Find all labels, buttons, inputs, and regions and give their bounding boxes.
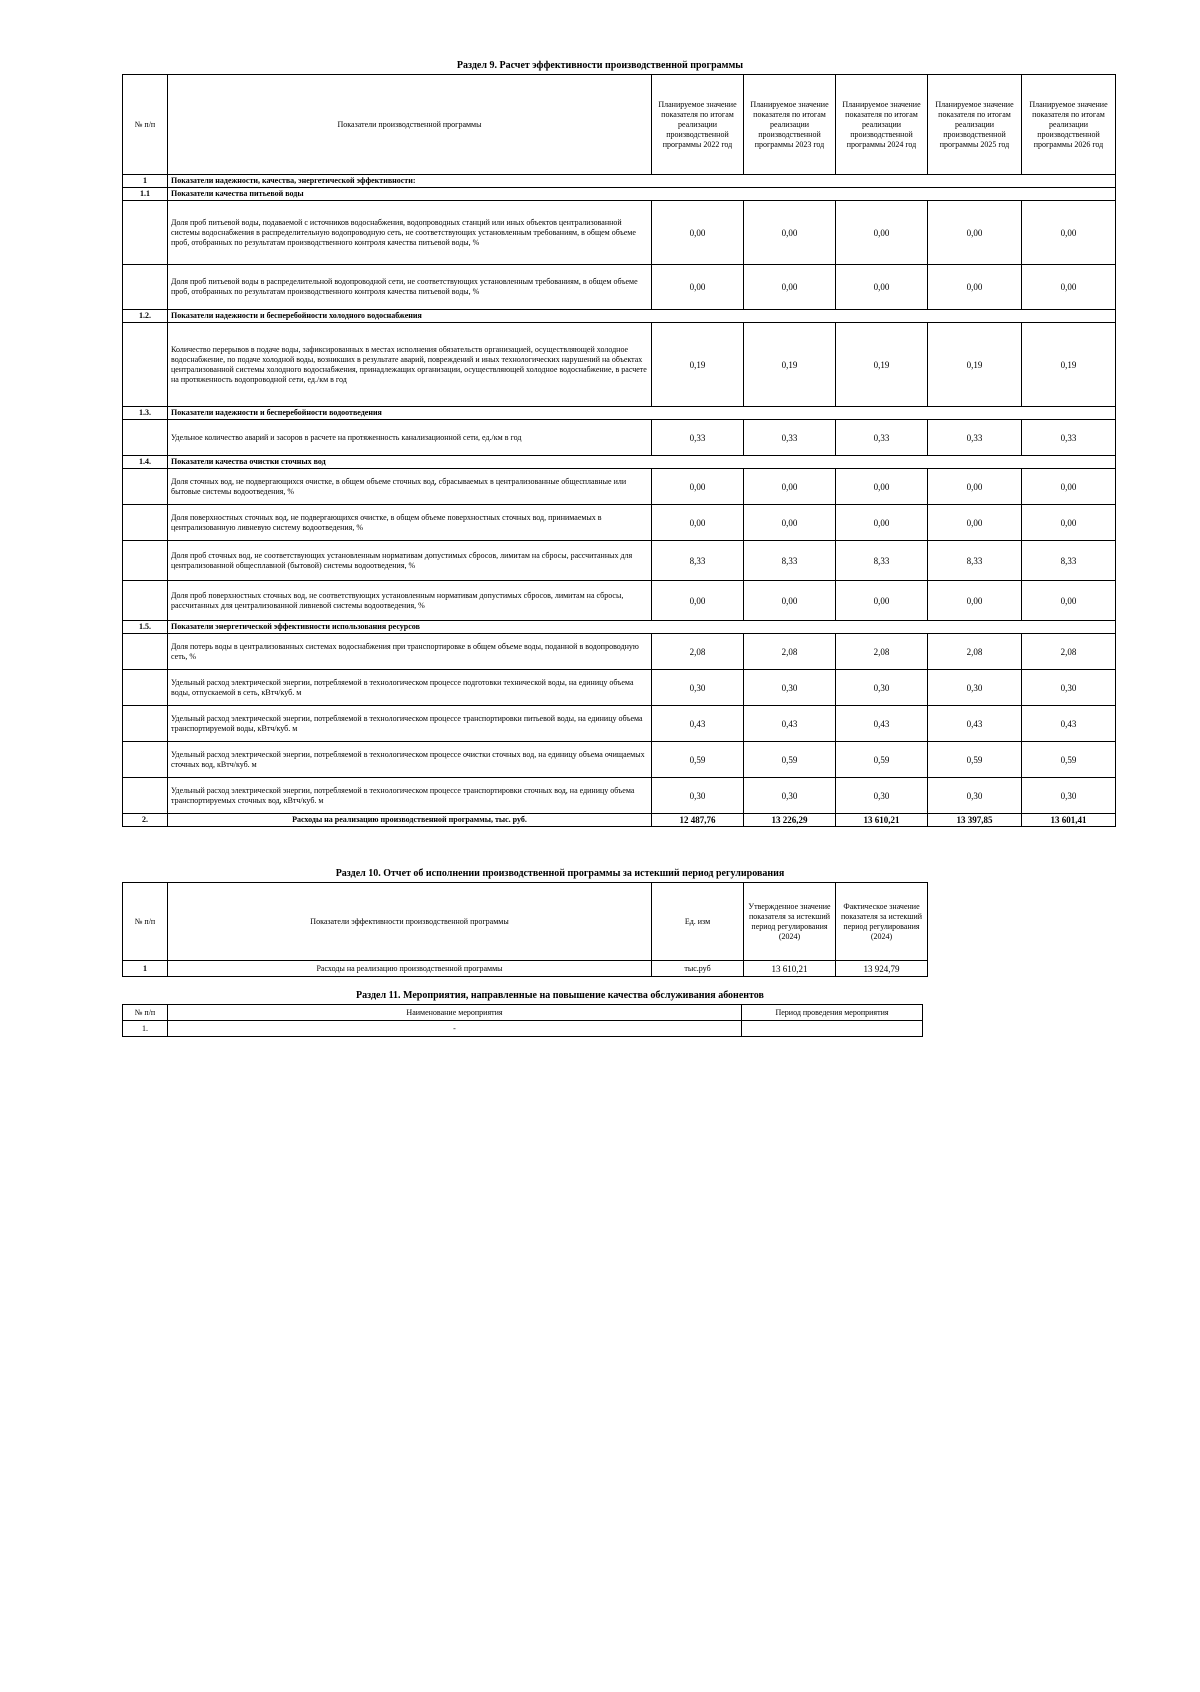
row-measure: - — [168, 1021, 742, 1037]
col-header-indicator: Показатели эффективности производственной программы — [168, 883, 652, 961]
row-value-2023: 0,19 — [744, 323, 836, 407]
efficiency-table — [122, 74, 1116, 827]
row-value-2025: 0,33 — [928, 420, 1022, 456]
row-value-2024: 0,00 — [836, 469, 928, 505]
row-indicator: Показатели качества питьевой воды — [168, 188, 1116, 201]
group-row — [123, 175, 1116, 188]
row-indicator: Удельный расход электрической энергии, потребляемой в технологическом процессе транспортировки питьевой воды, на единицу объема транспортируемой воды, кВтч/куб. м — [168, 706, 652, 742]
section9-title: Раздел 9. Расчет эффективности производственной программы — [456, 60, 744, 71]
row-indicator: Показатели надежности и бесперебойности холодного водоснабжения — [168, 310, 1116, 323]
table-row — [123, 505, 1116, 541]
row-value-2023: 0,59 — [744, 742, 836, 778]
row-num — [123, 742, 168, 778]
row-value-2025: 0,00 — [928, 265, 1022, 310]
row-indicator: Доля проб питьевой воды, подаваемой с источников водоснабжения, водопроводных станций или иных объектов централизованной системы водоснабжения в распределительную водопроводную сеть, не соответствующих установленным требованиям, в общем объеме проб, отобранных по результатам производственного контроля качества питьевой воды, % — [168, 201, 652, 265]
row-value-2024: 8,33 — [836, 541, 928, 581]
row-num: 1.2. — [123, 310, 168, 323]
row-value-2022: 12 487,76 — [652, 814, 744, 827]
row-num — [123, 420, 168, 456]
row-value-2024: 0,30 — [836, 670, 928, 706]
row-num — [123, 706, 168, 742]
report-table — [122, 882, 928, 977]
col-header-approved: Утвержденное значение показателя за истекший период регулирования (2024) — [744, 883, 836, 961]
row-num: 1.5. — [123, 621, 168, 634]
row-value-2025: 0,00 — [928, 581, 1022, 621]
row-value-2022: 0,00 — [652, 581, 744, 621]
section10-title: Раздел 10. Отчет об исполнении производственной программы за истекший период регулирования — [335, 868, 785, 879]
col-header-num: № п/п — [123, 883, 168, 961]
row-indicator: Расходы на реализацию производственной программы — [168, 961, 652, 977]
row-value-2023: 0,30 — [744, 778, 836, 814]
table-row — [123, 469, 1116, 505]
row-indicator: Удельный расход электрической энергии, потребляемой в технологическом процессе транспортировки сточных вод, на единицу объема транспортируемых сточных вод, кВтч/куб. м — [168, 778, 652, 814]
row-indicator: Показатели качества очистки сточных вод — [168, 456, 1116, 469]
row-num: 1. — [123, 1021, 168, 1037]
row-value-2024: 0,30 — [836, 778, 928, 814]
row-indicator: Расходы на реализацию производственной программы, тыс. руб. — [168, 814, 652, 827]
row-value-2022: 0,00 — [652, 505, 744, 541]
row-value-2022: 0,00 — [652, 469, 744, 505]
row-value-2024: 0,00 — [836, 201, 928, 265]
row-value-2026: 0,00 — [1022, 505, 1116, 541]
row-value-2026: 0,00 — [1022, 581, 1116, 621]
row-actual: 13 924,79 — [836, 961, 928, 977]
row-value-2022: 0,00 — [652, 265, 744, 310]
row-period — [742, 1021, 923, 1037]
row-num: 1 — [123, 961, 168, 977]
row-indicator: Удельное количество аварий и засоров в расчете на протяженность канализационной сети, ед./км в год — [168, 420, 652, 456]
row-indicator: Удельный расход электрической энергии, потребляемой в технологическом процессе подготовки технической воды, на единицу объема воды, отпускаемой в сеть, кВтч/куб. м — [168, 670, 652, 706]
row-value-2023: 2,08 — [744, 634, 836, 670]
table-row — [123, 581, 1116, 621]
row-value-2025: 0,59 — [928, 742, 1022, 778]
row-value-2026: 0,00 — [1022, 265, 1116, 310]
row-num — [123, 323, 168, 407]
col-header-2025: Планируемое значение показателя по итогам реализации производственной программы 2025 год — [928, 75, 1022, 175]
row-value-2023: 0,33 — [744, 420, 836, 456]
row-value-2023: 0,00 — [744, 265, 836, 310]
row-num — [123, 505, 168, 541]
row-value-2026: 0,19 — [1022, 323, 1116, 407]
row-value-2022: 0,59 — [652, 742, 744, 778]
row-indicator: Показатели надежности и бесперебойности водоотведения — [168, 407, 1116, 420]
row-value-2026: 0,30 — [1022, 670, 1116, 706]
table-row — [123, 1021, 923, 1037]
row-indicator: Удельный расход электрической энергии, потребляемой в технологическом процессе очистки сточных вод, на единицу объема очищаемых сточных вод, кВтч/куб. м — [168, 742, 652, 778]
col-header-measure: Наименование мероприятия — [168, 1005, 742, 1021]
row-num — [123, 778, 168, 814]
table-row — [123, 420, 1116, 456]
row-value-2022: 2,08 — [652, 634, 744, 670]
row-value-2022: 0,00 — [652, 201, 744, 265]
row-value-2026: 0,33 — [1022, 420, 1116, 456]
row-value-2024: 0,19 — [836, 323, 928, 407]
table-row — [123, 541, 1116, 581]
row-approved: 13 610,21 — [744, 961, 836, 977]
row-indicator: Показатели надежности, качества, энергетической эффективности: — [168, 175, 1116, 188]
row-value-2023: 8,33 — [744, 541, 836, 581]
col-header-2026: Планируемое значение показателя по итогам реализации производственной программы 2026 год — [1022, 75, 1116, 175]
row-num: 1.4. — [123, 456, 168, 469]
row-value-2022: 0,30 — [652, 670, 744, 706]
table-row — [123, 670, 1116, 706]
row-value-2025: 2,08 — [928, 634, 1022, 670]
col-header-actual: Фактическое значение показателя за истекший период регулирования (2024) — [836, 883, 928, 961]
row-num — [123, 541, 168, 581]
row-value-2025: 0,43 — [928, 706, 1022, 742]
table-row — [123, 961, 928, 977]
row-unit: тыс.руб — [652, 961, 744, 977]
group-row — [123, 621, 1116, 634]
row-value-2026: 8,33 — [1022, 541, 1116, 581]
col-header-num: № п/п — [123, 1005, 168, 1021]
row-value-2023: 0,30 — [744, 670, 836, 706]
row-value-2025: 0,00 — [928, 505, 1022, 541]
row-value-2026: 0,43 — [1022, 706, 1116, 742]
group-row — [123, 188, 1116, 201]
row-value-2025: 0,19 — [928, 323, 1022, 407]
table-row — [123, 706, 1116, 742]
row-indicator: Доля проб поверхностных сточных вод, не соответствующих установленным нормативам допустимых сбросов, лимитам на сбросы, рассчитанных для централизованной ливневой системы водоотведения, % — [168, 581, 652, 621]
row-value-2023: 0,43 — [744, 706, 836, 742]
row-value-2025: 13 397,85 — [928, 814, 1022, 827]
measures-table — [122, 1004, 923, 1037]
group-row — [123, 456, 1116, 469]
row-num: 1.1 — [123, 188, 168, 201]
row-value-2022: 0,19 — [652, 323, 744, 407]
row-num: 1 — [123, 175, 168, 188]
total-row — [123, 814, 1116, 827]
row-value-2026: 2,08 — [1022, 634, 1116, 670]
row-num — [123, 670, 168, 706]
row-num: 2. — [123, 814, 168, 827]
row-value-2025: 0,30 — [928, 670, 1022, 706]
table-row — [123, 323, 1116, 407]
row-indicator: Доля проб питьевой воды в распределительной водопроводной сети, не соответствующих установленным требованиям, в общем объеме проб, отобранных по результатам производственного контроля качества питьевой воды, % — [168, 265, 652, 310]
row-indicator: Доля потерь воды в централизованных системах водоснабжения при транспортировке в общем объеме воды, поданной в водопроводную сеть, % — [168, 634, 652, 670]
row-value-2025: 0,00 — [928, 201, 1022, 265]
row-value-2026: 13 601,41 — [1022, 814, 1116, 827]
col-header-2022: Планируемое значение показателя по итогам реализации производственной программы 2022 год — [652, 75, 744, 175]
row-value-2024: 2,08 — [836, 634, 928, 670]
row-value-2024: 0,43 — [836, 706, 928, 742]
row-value-2026: 0,30 — [1022, 778, 1116, 814]
row-value-2026: 0,00 — [1022, 469, 1116, 505]
row-num — [123, 265, 168, 310]
col-header-2023: Планируемое значение показателя по итогам реализации производственной программы 2023 год — [744, 75, 836, 175]
row-value-2025: 0,00 — [928, 469, 1022, 505]
col-header-2024: Планируемое значение показателя по итогам реализации производственной программы 2024 год — [836, 75, 928, 175]
section11-title: Раздел 11. Мероприятия, направленные на повышение качества обслуживания абонентов — [356, 990, 764, 1001]
row-value-2022: 8,33 — [652, 541, 744, 581]
row-value-2023: 0,00 — [744, 581, 836, 621]
col-header-period: Период проведения мероприятия — [742, 1005, 923, 1021]
row-num — [123, 469, 168, 505]
row-num — [123, 201, 168, 265]
group-row — [123, 310, 1116, 323]
table-row — [123, 634, 1116, 670]
row-value-2022: 0,30 — [652, 778, 744, 814]
row-value-2022: 0,33 — [652, 420, 744, 456]
row-value-2023: 13 226,29 — [744, 814, 836, 827]
row-indicator: Доля сточных вод, не подвергающихся очистке, в общем объеме сточных вод, сбрасываемых в централизованные общесплавные или бытовые системы водоотведения, % — [168, 469, 652, 505]
row-value-2023: 0,00 — [744, 201, 836, 265]
col-header-indicator: Показатели производственной программы — [168, 75, 652, 175]
col-header-num: № п/п — [123, 75, 168, 175]
table-row — [123, 778, 1116, 814]
row-value-2026: 0,00 — [1022, 201, 1116, 265]
row-num — [123, 634, 168, 670]
row-num: 1.3. — [123, 407, 168, 420]
row-value-2022: 0,43 — [652, 706, 744, 742]
row-value-2024: 0,00 — [836, 265, 928, 310]
group-row — [123, 407, 1116, 420]
row-value-2025: 0,30 — [928, 778, 1022, 814]
table-row — [123, 265, 1116, 310]
table-row — [123, 742, 1116, 778]
row-value-2024: 0,00 — [836, 505, 928, 541]
row-value-2025: 8,33 — [928, 541, 1022, 581]
row-value-2024: 0,59 — [836, 742, 928, 778]
row-value-2024: 13 610,21 — [836, 814, 928, 827]
row-indicator: Доля проб сточных вод, не соответствующих установленным нормативам допустимых сбросов, лимитам на сбросы, рассчитанных для централизованной общесплавной (бытовой) системы водоотведения, % — [168, 541, 652, 581]
row-value-2026: 0,59 — [1022, 742, 1116, 778]
table-row — [123, 201, 1116, 265]
row-value-2023: 0,00 — [744, 469, 836, 505]
col-header-unit: Ед. изм — [652, 883, 744, 961]
row-value-2024: 0,00 — [836, 581, 928, 621]
row-value-2024: 0,33 — [836, 420, 928, 456]
row-num — [123, 581, 168, 621]
row-indicator: Показатели энергетической эффективности использования ресурсов — [168, 621, 1116, 634]
row-value-2023: 0,00 — [744, 505, 836, 541]
row-indicator: Количество перерывов в подаче воды, зафиксированных в местах исполнения обязательств организацией, осуществляющей холодное водоснабжение, по подаче холодной воды, возникших в результате аварий, повреждений и иных технологических нарушений на объектах централизованной системы холодного водоснабжения, принадлежащих организации, осуществляющей холодное водоснабжение, в расчете на протяженность водопроводной сети, ед./км в год — [168, 323, 652, 407]
row-indicator: Доля поверхностных сточных вод, не подвергающихся очистке, в общем объеме поверхностных сточных вод, принимаемых в централизованную ливневую систему водоотведения, % — [168, 505, 652, 541]
